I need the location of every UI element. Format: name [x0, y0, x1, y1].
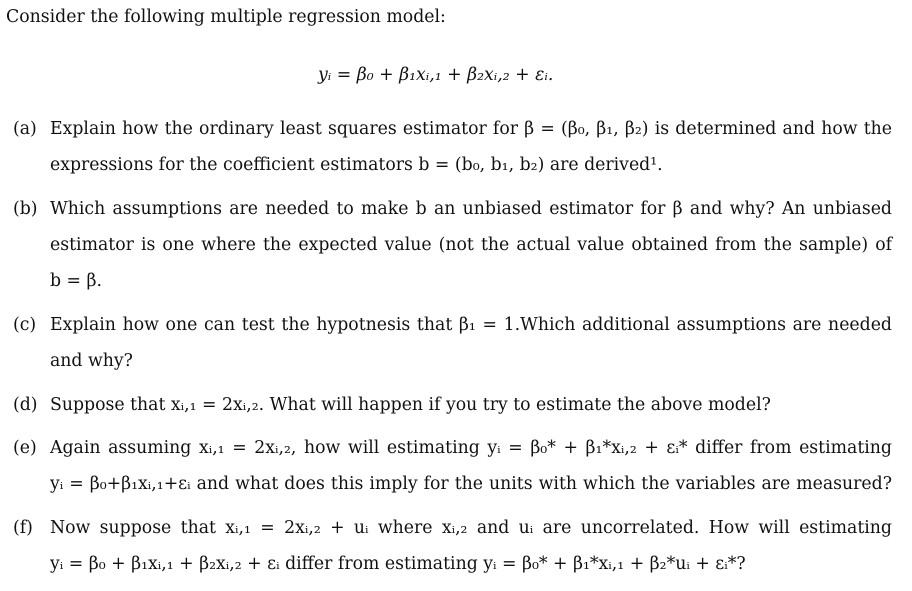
- question-a-label: (a): [13, 119, 37, 139]
- question-d-line-1: Suppose that xᵢ,₁ = 2xᵢ,₂. What will happen if you try to estimate the above model?: [50, 395, 771, 415]
- question-d-label: (d): [13, 395, 38, 415]
- question-c-label: (c): [13, 315, 37, 335]
- question-e-line-1: Again assuming xᵢ,₁ = 2xᵢ,₂, how will estimating yᵢ = β₀* + β₁*xᵢ,₂ + εᵢ* differ from estimating: [50, 438, 892, 458]
- model-equation: yᵢ = β₀ + β₁xᵢ,₁ + β₂xᵢ,₂ + εᵢ.: [318, 65, 554, 85]
- question-c-line-2: and why?: [50, 351, 133, 371]
- question-f-label: (f): [13, 518, 33, 538]
- question-a-line-2: expressions for the coefficient estimators b = (b₀, b₁, b₂) are derived¹.: [50, 155, 663, 175]
- question-f-line-2: yᵢ = β₀ + β₁xᵢ,₁ + β₂xᵢ,₂ + εᵢ differ from estimating yᵢ = β₀* + β₁*xᵢ,₁ + β₂*uᵢ + εᵢ*?: [50, 554, 746, 574]
- question-b-label: (b): [13, 199, 38, 219]
- question-c-line-1: Explain how one can test the hypotnesis that β₁ = 1.Which additional assumptions are needed: [50, 315, 892, 335]
- question-b-line-2: estimator is one where the expected value (not the actual value obtained from the sample) of: [50, 235, 892, 255]
- question-a-line-1: Explain how the ordinary least squares estimator for β = (β₀, β₁, β₂) is determined and how the: [50, 119, 892, 139]
- question-b-line-1: Which assumptions are needed to make b an unbiased estimator for β and why? An unbiased: [50, 199, 892, 219]
- question-b-line-3: b = β.: [50, 271, 103, 291]
- intro-text: Consider the following multiple regression model:: [6, 7, 446, 27]
- question-e-label: (e): [13, 438, 37, 458]
- question-e-line-2: yᵢ = β₀+β₁xᵢ,₁+εᵢ and what does this imply for the units with which the variables are measured?: [50, 474, 892, 494]
- question-f-line-1: Now suppose that xᵢ,₁ = 2xᵢ,₂ + uᵢ where xᵢ,₂ and uᵢ are uncorrelated. How will estimating: [50, 518, 892, 538]
